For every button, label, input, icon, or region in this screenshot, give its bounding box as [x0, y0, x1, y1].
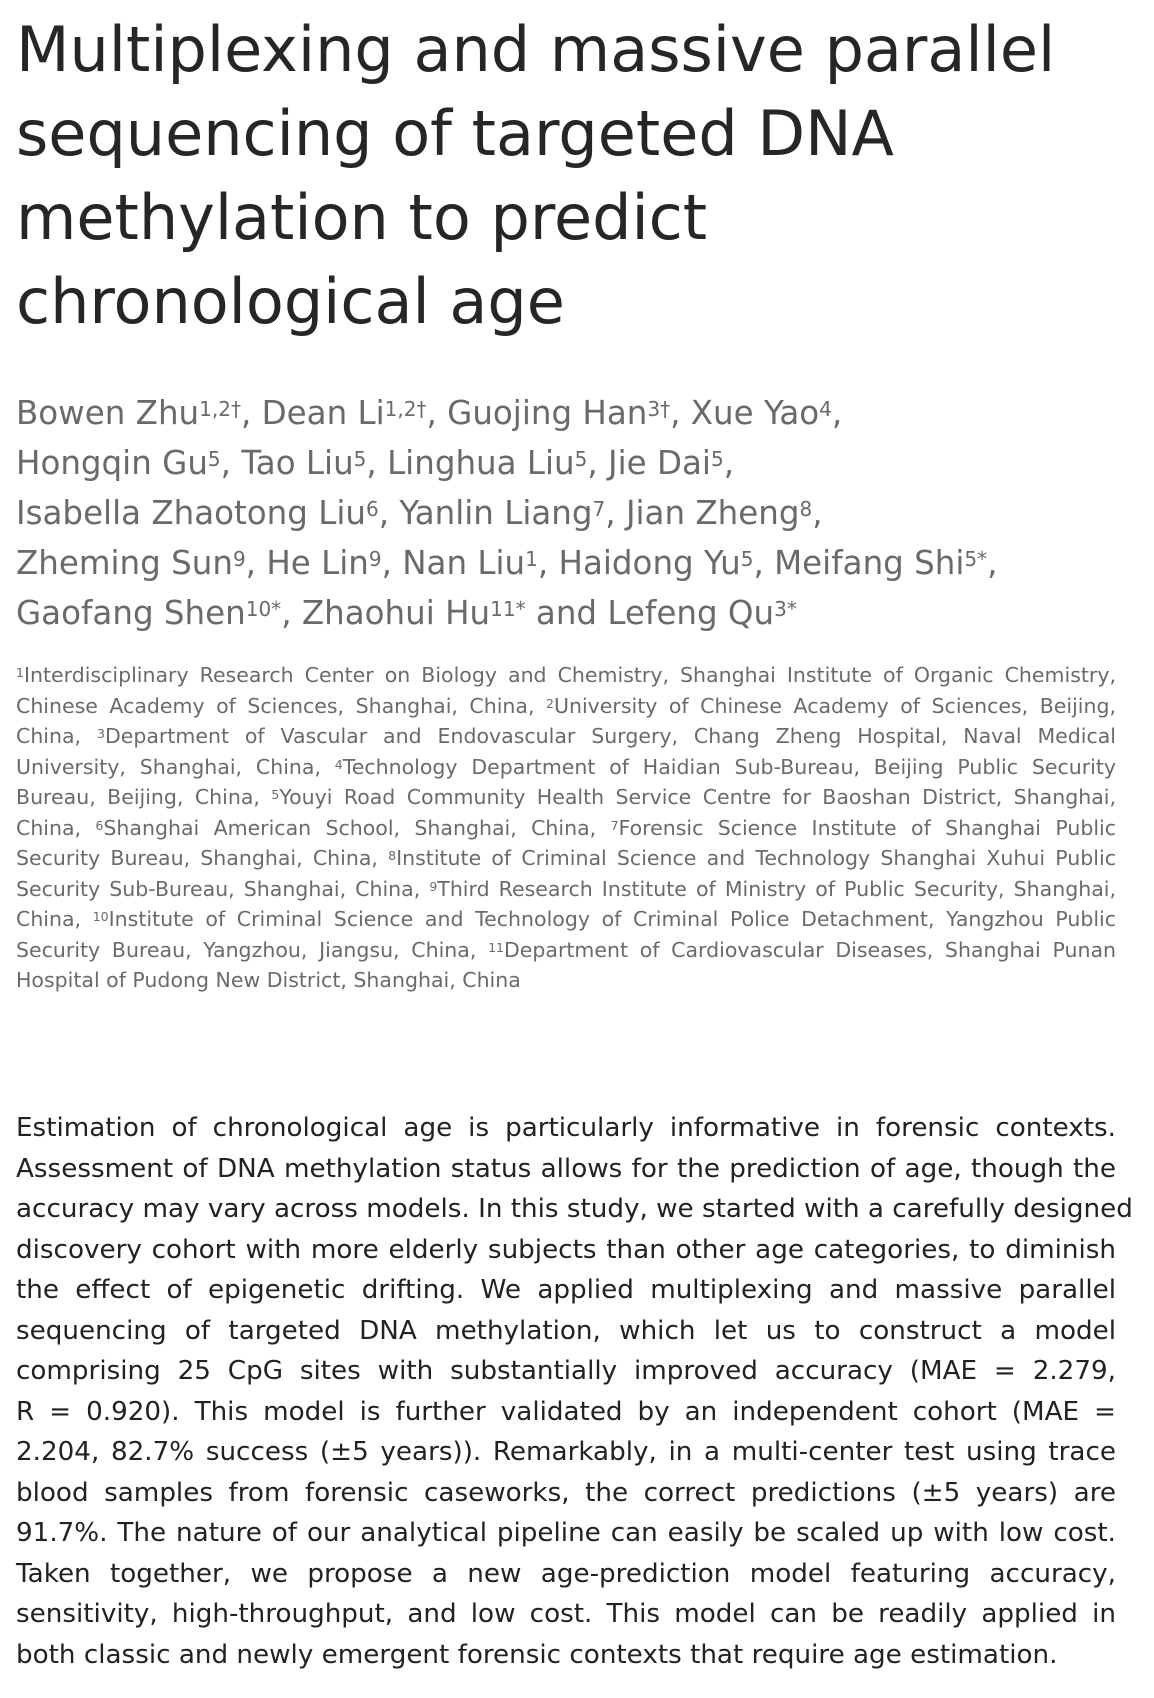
affiliation-number: 9: [429, 878, 438, 894]
author-name: He Lin: [266, 544, 369, 582]
title-line: sequencing of targeted DNA: [16, 97, 894, 170]
author-affiliation-mark: 4: [819, 397, 832, 421]
author-affiliation-mark: 1: [525, 547, 538, 571]
author-name: Zheming Sun: [16, 544, 233, 582]
author-separator: ,: [831, 394, 843, 432]
affiliation-text: Shanghai American School, Shanghai, China,: [103, 815, 611, 840]
abstract-line: both classic and newly emergent forensic contexts that require age estimation.: [16, 1639, 1058, 1670]
affiliation-number: 4: [334, 756, 343, 772]
title-line: methylation to predict: [16, 181, 708, 254]
title-line: Multiplexing and massive parallel: [16, 13, 1056, 86]
author-name: Xue Yao: [690, 394, 820, 432]
author-name: Dean Li: [261, 394, 385, 432]
author-separator: ,: [670, 394, 691, 432]
author-affiliation-mark: 5: [740, 547, 754, 571]
affiliation-number: 11: [488, 939, 504, 955]
affiliation-number: 3: [96, 726, 105, 741]
affiliation-number: 8: [388, 848, 397, 863]
author-line: [16, 588, 1116, 638]
affiliation-text: University of Chinese Academy of Sciences, Beijing, China,: [16, 693, 1116, 748]
author-separator: ,: [381, 544, 403, 582]
affiliation-number: 2: [546, 695, 554, 711]
abstract-line: sequencing of targeted DNA methylation, which let us to construct a model: [16, 1315, 1116, 1346]
author-affiliation-mark: 1,2†: [199, 397, 241, 421]
author-name: Yanlin Liang: [399, 494, 593, 532]
author-line: [16, 388, 1116, 438]
affiliation-number: 5: [271, 787, 280, 802]
author-name: Linghua Liu: [387, 444, 575, 482]
author-name: Lefeng Qu: [607, 594, 775, 632]
abstract-line: Taken together, we propose a new age-prediction model featuring accuracy,: [16, 1558, 1116, 1589]
affiliation-number: 10: [92, 909, 109, 924]
abstract-line: 2.204, 82.7% success (±5 years)). Remarkably, in a multi-center test using trace: [16, 1437, 1116, 1467]
author-affiliation-mark: 8: [799, 497, 813, 521]
author-separator: ,: [812, 494, 823, 532]
author-separator: ,: [366, 444, 388, 482]
author-name: Zhaohui Hu: [301, 594, 491, 632]
author-name: Jie Dai: [608, 444, 711, 482]
author-separator: ,: [240, 394, 262, 432]
author-affiliation-mark: 5: [710, 447, 724, 471]
author-name: Meifang Shi: [774, 544, 965, 582]
title-line: chronological age: [16, 265, 565, 338]
paper-title: [16, 8, 1116, 344]
author-affiliation-mark: 3†: [647, 397, 671, 421]
author-name: Nan Liu: [402, 544, 526, 582]
author-separator: ,: [426, 394, 448, 432]
affiliation: [95, 816, 610, 840]
author-affiliation-mark: 11*: [490, 597, 526, 621]
abstract-line: Assessment of DNA methylation status allows for the prediction of age, though the: [16, 1153, 1116, 1184]
author-name: Haidong Yu: [558, 544, 741, 582]
author-name: Isabella Zhaotong Liu: [16, 494, 366, 532]
paper-header: [16, 8, 1116, 996]
author-name: Jian Zheng: [625, 494, 800, 532]
author-separator: ,: [537, 544, 559, 582]
author-separator: ,: [987, 544, 998, 582]
affiliation-text: Department of Vascular and Endovascular Surgery, Chang Zheng Hospital, Naval Medical University, Shanghai, China,: [16, 724, 1117, 779]
author-list: [16, 388, 1116, 638]
affiliation-text: Institute of Criminal Science and Technology Shanghai Xuhui Public Security Sub-Bureau, Shanghai, China,: [16, 846, 1116, 901]
author-line: [16, 438, 1116, 488]
abstract-line: the effect of epigenetic drifting. We applied multiplexing and massive parallel: [16, 1275, 1116, 1305]
author-name: Bowen Zhu: [16, 394, 200, 432]
abstract-line: discovery cohort with more elderly subjects than other age categories, to diminish: [16, 1234, 1116, 1265]
affiliation-number: 6: [95, 817, 104, 833]
affiliation-text: Department of Cardiovascular Diseases, Shanghai Punan Hospital of Pudong New District, Shanghai, China: [16, 937, 1116, 992]
abstract-line: blood samples from forensic caseworks, the correct predictions (±5 years) are: [16, 1477, 1116, 1508]
author-name: Hongqin Gu: [16, 444, 208, 482]
affiliation-number: 1: [16, 665, 24, 680]
author-affiliation-mark: 10*: [245, 597, 282, 621]
abstract-line: 91.7%. The nature of our analytical pipeline can easily be scaled up with low cost.: [16, 1518, 1116, 1548]
author-affiliation-mark: 1,2†: [384, 397, 427, 421]
author-separator: ,: [753, 544, 775, 582]
affiliation-text: Third Research Institute of Ministry of Public Security, Shanghai, China,: [16, 876, 1116, 931]
author-separator: ,: [605, 494, 626, 532]
author-line: [16, 488, 1116, 538]
author-name: Gaofang Shen: [16, 594, 246, 632]
author-separator: ,: [245, 544, 267, 582]
author-separator: ,: [220, 444, 242, 482]
author-affiliation-mark: 5: [574, 447, 588, 471]
author-line: [16, 538, 1116, 588]
author-affiliation-mark: 5: [353, 447, 367, 471]
author-name: Tao Liu: [241, 444, 354, 482]
author-affiliation-mark: 6: [365, 497, 379, 521]
abstract-line: sensitivity, high-throughput, and low cost. This model can be readily applied in: [16, 1599, 1116, 1629]
abstract-line: Estimation of chronological age is particularly informative in forensic contexts.: [16, 1113, 1116, 1143]
author-separator: ,: [281, 594, 302, 632]
author-name: Guojing Han: [447, 394, 648, 432]
abstract: [16, 1108, 1133, 1675]
author-separator: ,: [723, 444, 735, 482]
author-separator: ,: [378, 494, 400, 532]
author-affiliation-mark: 9: [232, 547, 246, 571]
affiliation-text: Forensic Science Institute of Shanghai Public Security Bureau, Shanghai, China,: [16, 815, 1116, 870]
author-affiliation-mark: 5*: [964, 547, 988, 571]
abstract-line: accuracy may vary across models. In this study, we started with a carefully designed: [16, 1194, 1133, 1224]
author-affiliation-mark: 9: [368, 547, 382, 571]
affiliation-text: Technology Department of Haidian Sub-Bureau, Beijing Public Security Bureau, Beijing, China,: [16, 754, 1117, 809]
author-affiliation-mark: 7: [592, 497, 606, 521]
abstract-line: R = 0.920). This model is further validated by an independent cohort (MAE =: [16, 1396, 1116, 1427]
abstract-line: comprising 25 CpG sites with substantially improved accuracy (MAE = 2.279,: [16, 1356, 1116, 1386]
author-affiliation-mark: 5: [207, 447, 221, 471]
author-separator: and: [525, 594, 608, 632]
affiliation-text: Interdisciplinary Research Center on Biology and Chemistry, Shanghai Institute of Organic Chemistry, Chinese Academy of Sciences, Shanghai, China,: [16, 663, 1116, 718]
affiliation-list: [16, 660, 1116, 996]
affiliation-number: 7: [610, 817, 619, 833]
affiliation-text: Youyi Road Community Health Service Centre for Baoshan District, Shanghai, China,: [16, 785, 1117, 840]
author-separator: ,: [587, 444, 609, 482]
author-affiliation-mark: 3*: [774, 597, 797, 621]
affiliation-text: Institute of Criminal Science and Technology of Criminal Police Detachment, Yangzhou Public Security Bureau, Yangzhou, Jiangsu, China,: [16, 907, 1116, 962]
